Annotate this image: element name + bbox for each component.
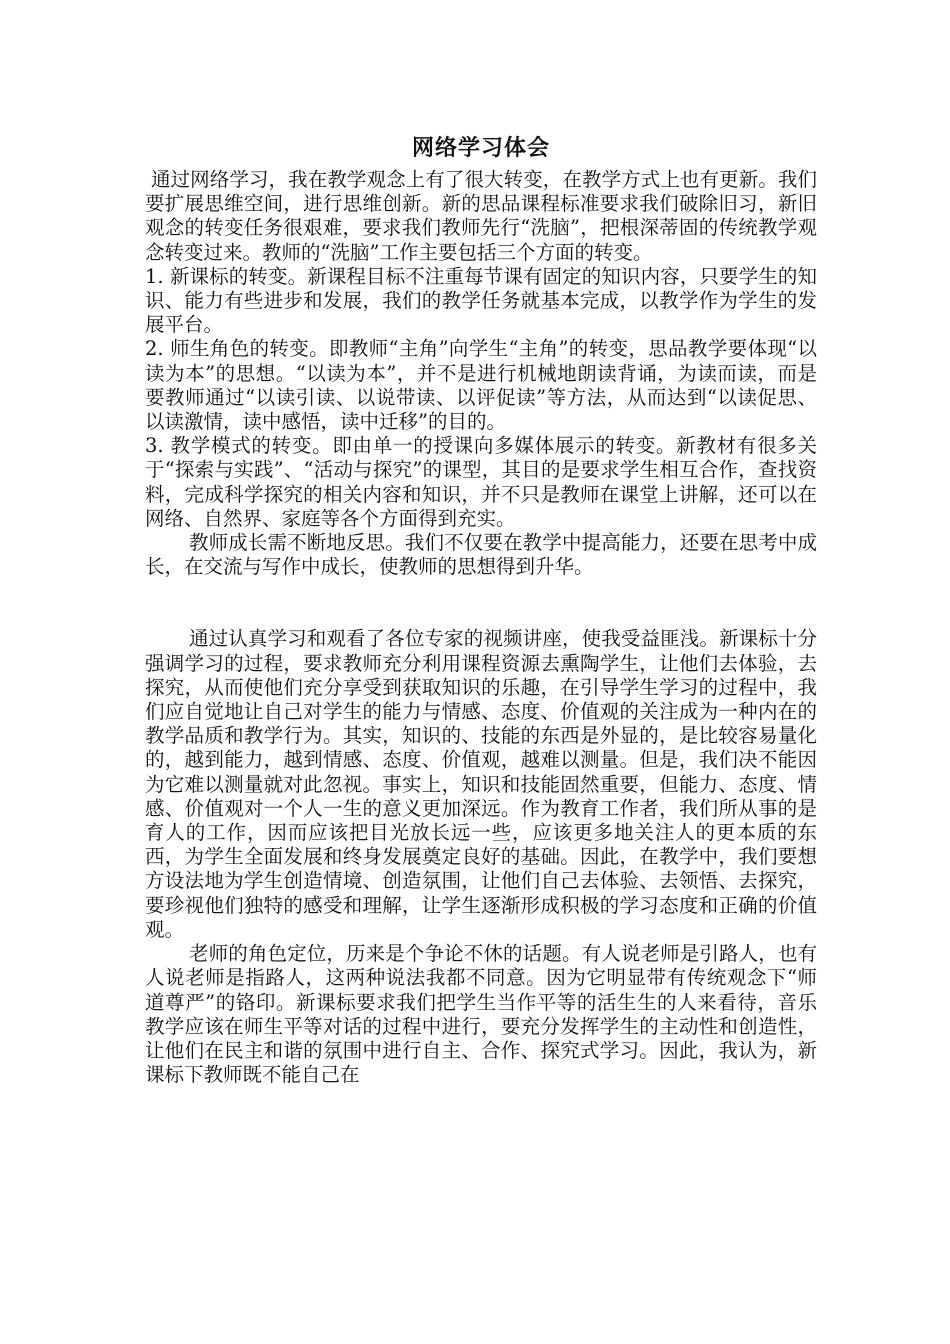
document-body <box>145 134 817 1087</box>
list-item-3: 3. 教学模式的转变。即由单一的授课向多媒体展示的转变。新教材有很多关于“探索与实践”、“活动与探究”的课型，其目的是要求学生相互合作，查找资料，完成科学探究的相关内容和知识，并不只是教师在课堂上讲解，还可以在网络、自然界、家庭等各个方面得到充实。 <box>145 434 817 530</box>
reflection-paragraph: 教师成长需不断地反思。我们不仅要在教学中提高能力，还要在思考中成长，在交流与写作中成长，使教师的思想得到升华。 <box>145 531 817 579</box>
intro-paragraph: 通过网络学习，我在教学观念上有了很大转变，在教学方式上也有更新。我们要扩展思维空间，进行思维创新。新的思品课程标准要求我们破除旧习，新旧观念的转变任务很艰难，要求我们教师先行“洗脑”，把根深蒂固的传统教学观念转变过来。教师的“洗脑”工作主要包括三个方面的转变。 <box>145 168 817 264</box>
section2-paragraph-2: 老师的角色定位，历来是个争论不休的话题。有人说老师是引路人，也有人说老师是指路人，这两种说法我都不同意。因为它明显带有传统观念下“师道尊严”的铬印。新课标要求我们把学生当作平等的活生生的人来看待，音乐教学应该在师生平等对话的过程中进行，要充分发挥学生的主动性和创造性，让他们在民主和谐的氛围中进行自主、合作、探究式学习。因此，我认为，新课标下教师既不能自己在 <box>145 942 817 1087</box>
section-spacer <box>145 579 817 627</box>
list-item-2: 2. 师生角色的转变。即教师“主角”向学生“主角”的转变，思品教学要体现“以读为本”的思想。“以读为本”，并不是进行机械地朗读背诵，为读而读，而是要教师通过“以读引读、以说带读、以评促读”等方法，从而达到“以读促思、以读激情，读中感悟，读中迁移”的目的。 <box>145 337 817 434</box>
list-item-1: 1. 新课标的转变。新课程目标不注重每节课有固定的知识内容，只要学生的知识、能力有些进步和发展，我们的教学任务就基本完成，以教学作为学生的发展平台。 <box>145 264 817 337</box>
section2-paragraph-1: 通过认真学习和观看了各位专家的视频讲座，使我受益匪浅。新课标十分强调学习的过程，要求教师充分利用课程资源去熏陶学生，让他们去体验，去探究，从而使他们充分享受到获取知识的乐趣，在引导学生学习的过程中，我们应自觉地让自己对学生的能力与情感、态度、价值观的关注成为一种内在的教学品质和教学行为。其实，知识的、技能的东西是外显的，是比较容易量化的，越到能力，越到情感、态度、价值观，越难以测量。但是，我们决不能因为它难以测量就对此忽视。事实上，知识和技能固然重要，但能力、态度、情感、价值观对一个人一生的意义更加深远。作为教育工作者，我们所从事的是育人的工作，因而应该把目光放长远一些，应该更多地关注人的更本质的东西，为学生全面发展和终身发展奠定良好的基础。因此，在教学中，我们要想方设法地为学生创造情境、创造氛围，让他们自己去体验、去领悟、去探究，要珍视他们独特的感受和理解，让学生逐渐形成积极的学习态度和正确的价值观。 <box>145 627 817 941</box>
document-title: 网络学习体会 <box>411 136 550 161</box>
